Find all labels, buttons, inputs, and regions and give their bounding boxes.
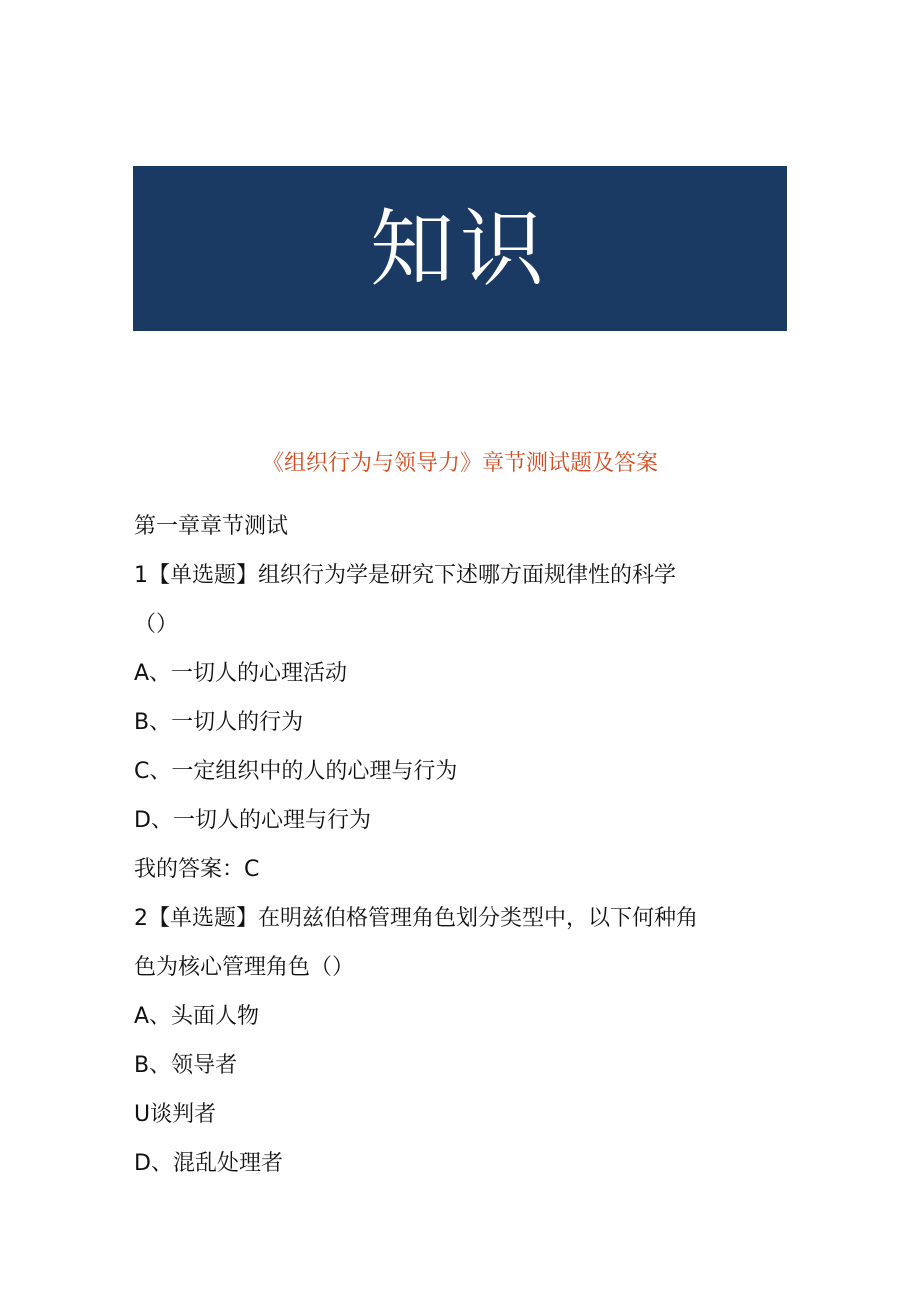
question-1-text-cont: （）	[134, 612, 179, 637]
question-2-option-d: D、混乱处理者	[134, 1151, 283, 1176]
question-2-option-c: U谈判者	[134, 1102, 217, 1127]
question-1-option-a: A、一切人的心理活动	[134, 661, 348, 686]
question-2-text-cont: 色为核心管理角色（）	[134, 955, 355, 980]
document-body	[134, 502, 794, 1188]
question-1-answer: 我的答案：C	[134, 857, 260, 882]
question-2-text: 2【单选题】在明兹伯格管理角色划分类型中，以下何种角	[134, 906, 698, 931]
question-1-text: 1【单选题】组织行为学是研究下述哪方面规律性的科学	[134, 563, 676, 588]
question-2-option-a: A、头面人物	[134, 1004, 260, 1029]
question-2-option-b: B、领导者	[134, 1053, 238, 1078]
banner-title: 知识	[369, 199, 550, 298]
document-title: 《组织行为与领导力》章节测试题及答案	[261, 451, 658, 476]
title-banner	[133, 166, 787, 331]
question-1-option-d: D、一切人的心理与行为	[134, 808, 371, 833]
question-1-option-b: B、一切人的行为	[134, 710, 304, 735]
question-1-option-c: C、一定组织中的人的心理与行为	[134, 759, 458, 784]
chapter-heading: 第一章章节测试	[134, 514, 289, 539]
